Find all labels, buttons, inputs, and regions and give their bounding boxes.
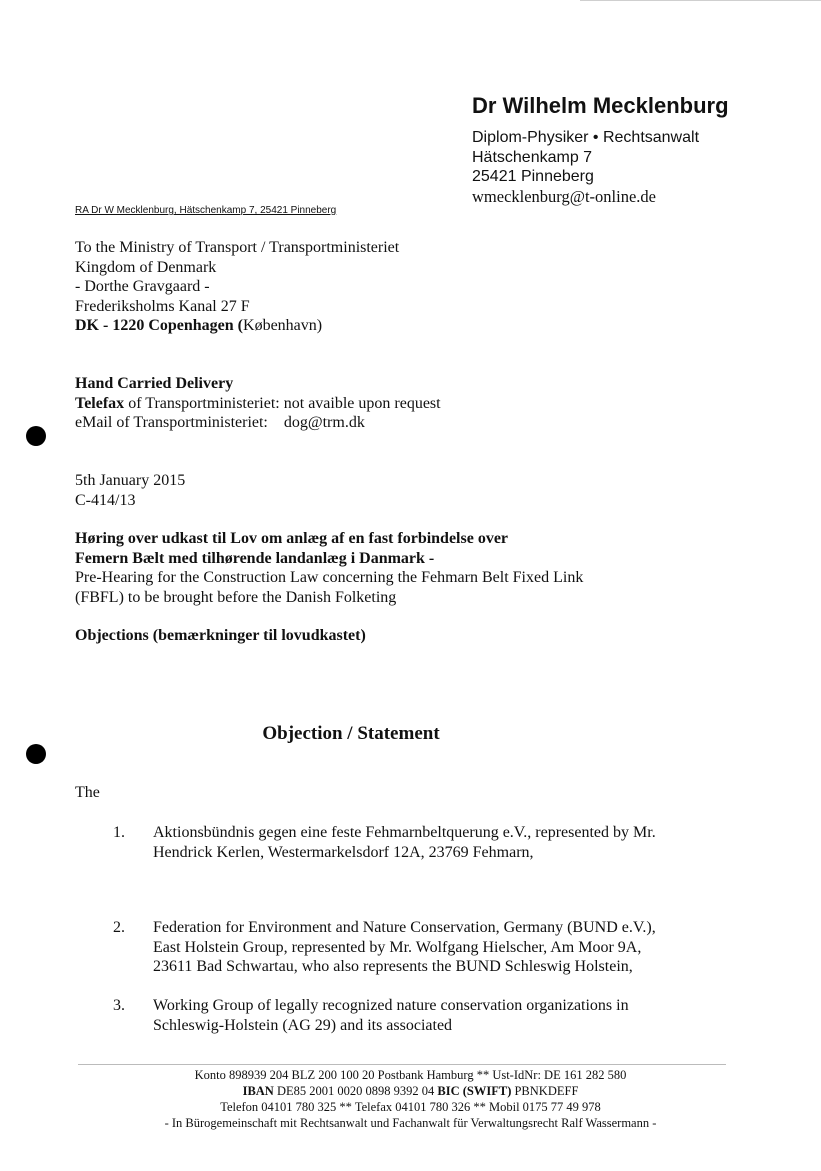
punch-hole [26,744,46,764]
list-item-number: 1. [113,824,125,841]
intro-text: The [75,784,100,801]
footer [0,1067,821,1131]
footer-bank-line: Konto 898939 204 BLZ 200 100 20 Postbank Hamburg ** Ust-IdNr: DE 161 282 580 [194,1068,627,1082]
recipient-city-rest: København) [243,317,323,334]
case-reference: C-414/13 [75,491,136,509]
letterhead-street: Hätschenkamp 7 [472,148,593,166]
letterhead-title: Diplom-Physiker • Rechtsanwalt [472,129,700,146]
footer-divider [78,1064,726,1065]
list-item-number: 2. [113,919,125,936]
letterhead-city: 25421 Pinneberg [472,168,594,185]
list-item-number: 3. [113,997,125,1014]
scan-edge-line [580,0,821,1]
subject-line: (FBFL) to be brought before the Danish Folketing [75,588,397,606]
letterhead-name: Dr Wilhelm Mecklenburg [472,93,729,118]
delivery-heading: Hand Carried Delivery [75,375,234,392]
recipient-city-bold: DK - 1220 Copenhagen ( [75,317,244,334]
subject-line: Høring over udkast til Lov om anlæg af en fast forbindelse over [75,530,509,547]
telefax-label: Telefax [75,394,125,412]
recipient-address [75,238,399,336]
telefax-line [75,394,441,414]
letterhead [472,92,729,207]
recipient-line: - Dorthe Gravgaard - [75,278,210,295]
document-title: Objection / Statement [262,723,440,744]
recipient-line: Frederiksholms Kanal 27 F [75,297,250,315]
recipient-line: To the Ministry of Transport / Transportministeriet [75,239,400,256]
bic-label: BIC (SWIFT) [437,1084,512,1098]
footer-office-line: - In Bürogemeinschaft mit Rechtsanwalt und Fachanwalt für Verwaltungsrecht Ralf Wassermann - [164,1116,657,1130]
email-line: eMail of Transportministeriet: dog@trm.dk [75,414,365,431]
footer-phone-line: Telefon 04101 780 325 ** Telefax 04101 780 326 ** Mobil 0175 77 49 978 [220,1100,601,1114]
date-reference [75,471,185,510]
telefax-text: of Transportministeriet: not avaible upon request [124,394,441,412]
objections-heading: Objections (bemærkninger til lovudkastet) [75,627,366,644]
list-item-text: Working Group of legally recognized nature conservation organizations in Schleswig-Holstein (AG 29) and its associated [153,997,629,1034]
list-item-text: Aktionsbündnis gegen eine feste Fehmarnbeltquerung e.V., represented by Mr. Hendrick Kerlen, Westermarkelsdorf 12A, 23769 Fehmarn, [153,824,656,861]
delivery-info [75,374,441,433]
letterhead-email: wmecklenburg@t-online.de [472,186,656,206]
bic-value: PBNKDEFF [511,1084,579,1098]
recipient-city-line [75,316,399,336]
subject-line: Femern Bælt med tilhørende landanlæg i Danmark - [75,549,435,567]
subject-line: Pre-Hearing for the Construction Law concerning the Fehmarn Belt Fixed Link [75,569,584,586]
sender-return-address: RA Dr W Mecklenburg, Hätschenkamp 7, 25421 Pinneberg [75,205,337,216]
recipient-line: Kingdom of Denmark [75,258,217,276]
footer-iban-line [0,1083,821,1099]
iban-value: DE85 2001 0020 0898 9392 04 [273,1084,438,1098]
subject-block [75,529,583,607]
iban-label: IBAN [242,1084,274,1098]
punch-hole [26,426,46,446]
letter-date: 5th January 2015 [75,472,186,489]
list-item-text: Federation for Environment and Nature Conservation, Germany (BUND e.V.), East Holstein Group, represented by Mr. Wolfgang Hielscher, Am Moor 9A, 23611 Bad Schwartau, who also represents the BUND Schleswig Holstein, [153,919,656,975]
